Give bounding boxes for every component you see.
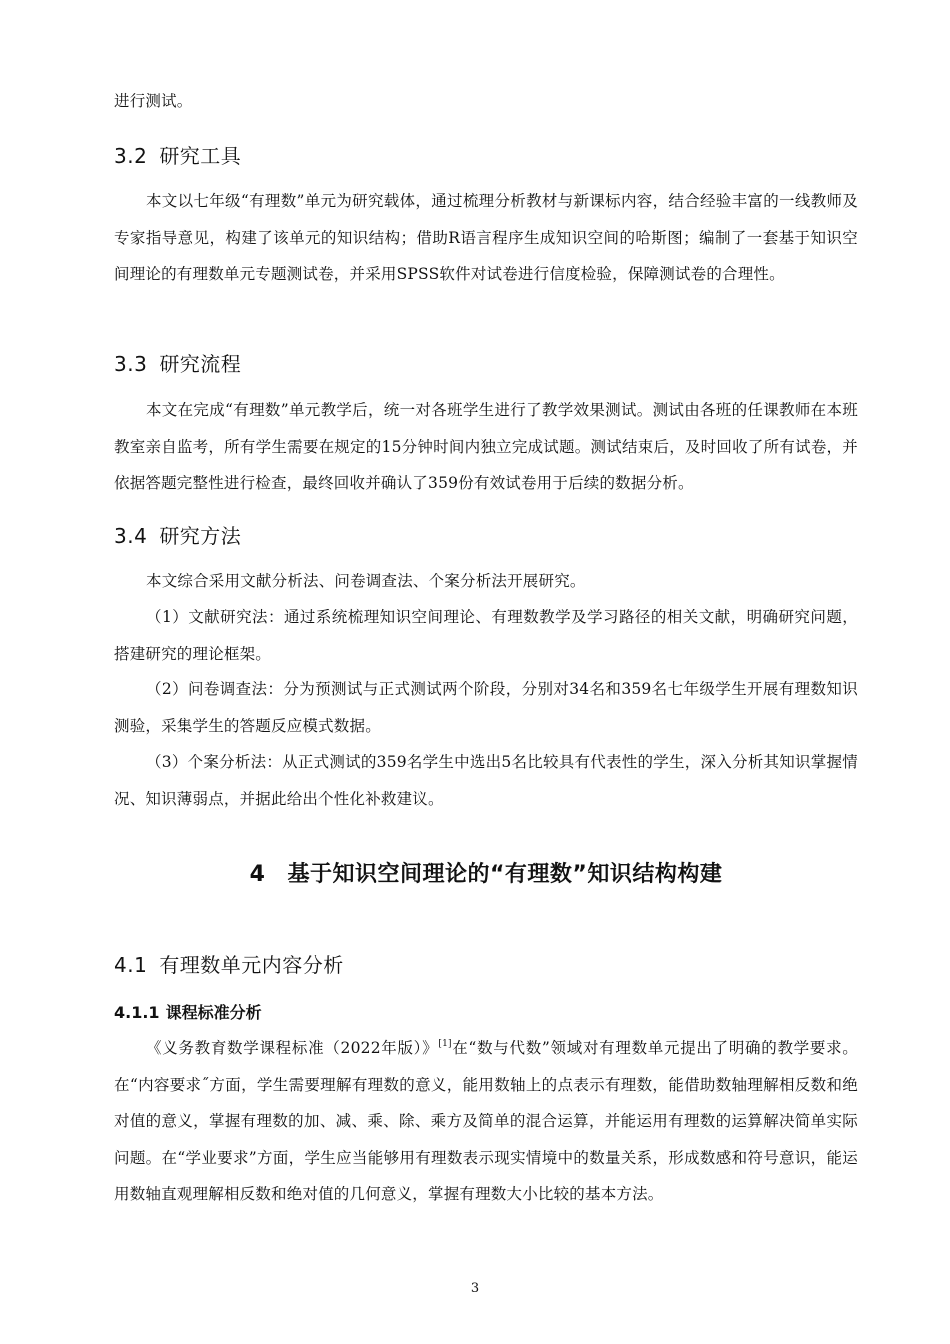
paragraph-research-tools: [114, 183, 858, 293]
paragraph-method-case: [114, 744, 858, 817]
chapter-heading-4: [114, 857, 858, 888]
paragraph-methods-intro: [114, 563, 858, 600]
paragraph-text: （1）文献研究法：通过系统梳理知识空间理论、有理数教学及学习路径的相关文献，明确研究问题，搭建研究的理论框架。: [114, 608, 858, 663]
paragraph-research-process: [114, 392, 858, 502]
section-heading-3-3: [114, 348, 241, 377]
subsection-title: 课程标准分析: [165, 1003, 262, 1022]
paragraph-text: 本文以七年级“有理数”单元为研究载体，通过梳理分析教材与新课标内容，结合经验丰富的一线教师及专家指导意见，构建了该单元的知识结构；借助R语言程序生成知识空间的哈斯图；编制了一套基于知识空间理论的有理数单元专题测试卷，并采用SPSS软件对试卷进行信度检验，保障测试卷的合理性。: [114, 192, 858, 283]
section-number: 3.2: [114, 144, 148, 168]
chapter-title: 基于知识空间理论的“有理数”知识结构构建: [287, 862, 723, 887]
section-heading-3-2: [114, 140, 241, 169]
paragraph-text: （2）问卷调查法：分为预测试与正式测试两个阶段，分别对34名和359名七年级学生开展有理数知识测验，采集学生的答题反应模式数据。: [114, 680, 858, 735]
section-number: 3.3: [114, 352, 148, 376]
paragraph-text: （3）个案分析法：从正式测试的359名学生中选出5名比较具有代表性的学生，深入分析其知识掌握情况、知识薄弱点，并据此给出个性化补救建议。: [114, 753, 858, 808]
paragraph-method-literature: [114, 599, 858, 672]
section-title: 有理数单元内容分析: [159, 953, 344, 977]
paragraph-text: 本文在完成“有理数”单元教学后，统一对各班学生进行了教学效果测试。测试由各班的任课教师在本班教室亲自监考，所有学生需要在规定的15分钟时间内独立完成试题。测试结束后，及时回收了所有试卷，并依据答题完整性进行检查，最终回收并确认了359份有效试卷用于后续的数据分析。: [114, 401, 858, 492]
paragraph-text: [114, 1030, 858, 1213]
section-title: 研究方法: [159, 524, 242, 548]
page-number: 3: [470, 1281, 480, 1296]
citation-title: 《义务教育数学课程标准（2022年版）》: [146, 1039, 439, 1057]
section-number: 4.1: [114, 953, 148, 977]
section-title: 研究流程: [159, 352, 242, 376]
subsection-number: 4.1.1: [114, 1003, 160, 1022]
paragraph-continuation: [114, 83, 858, 120]
section-number: 3.4: [114, 524, 148, 548]
subsection-heading-4-1-1: [114, 1000, 262, 1023]
section-heading-3-4: [114, 520, 241, 549]
paragraph-body: 在“数与代数”领域对有理数单元提出了明确的教学要求。在“内容要求˝方面，学生需要理解有理数的意义，能用数轴上的点表示有理数，能借助数轴理解相反数和绝对值的意义，掌握有理数的加、减、乘、除、乘方及简单的混合运算，并能运用有理数的运算解决简单实际问题。在“学业要求”方面，学生应当能够用有理数表示现实情境中的数量关系，形成数感和符号意识，能运用数轴直观理解相反数和绝对值的几何意义，掌握有理数大小比较的基本方法。: [114, 1039, 858, 1203]
paragraph-text: 本文综合采用文献分析法、问卷调查法、个案分析法开展研究。: [146, 572, 586, 590]
paragraph-text: 进行测试。: [114, 92, 193, 110]
reference-marker: [1]: [438, 1039, 452, 1049]
paragraph-curriculum-standard: [114, 1030, 858, 1213]
section-heading-4-1: [114, 949, 344, 978]
chapter-number: 4: [249, 862, 266, 887]
section-title: 研究工具: [159, 144, 242, 168]
paragraph-method-survey: [114, 671, 858, 744]
